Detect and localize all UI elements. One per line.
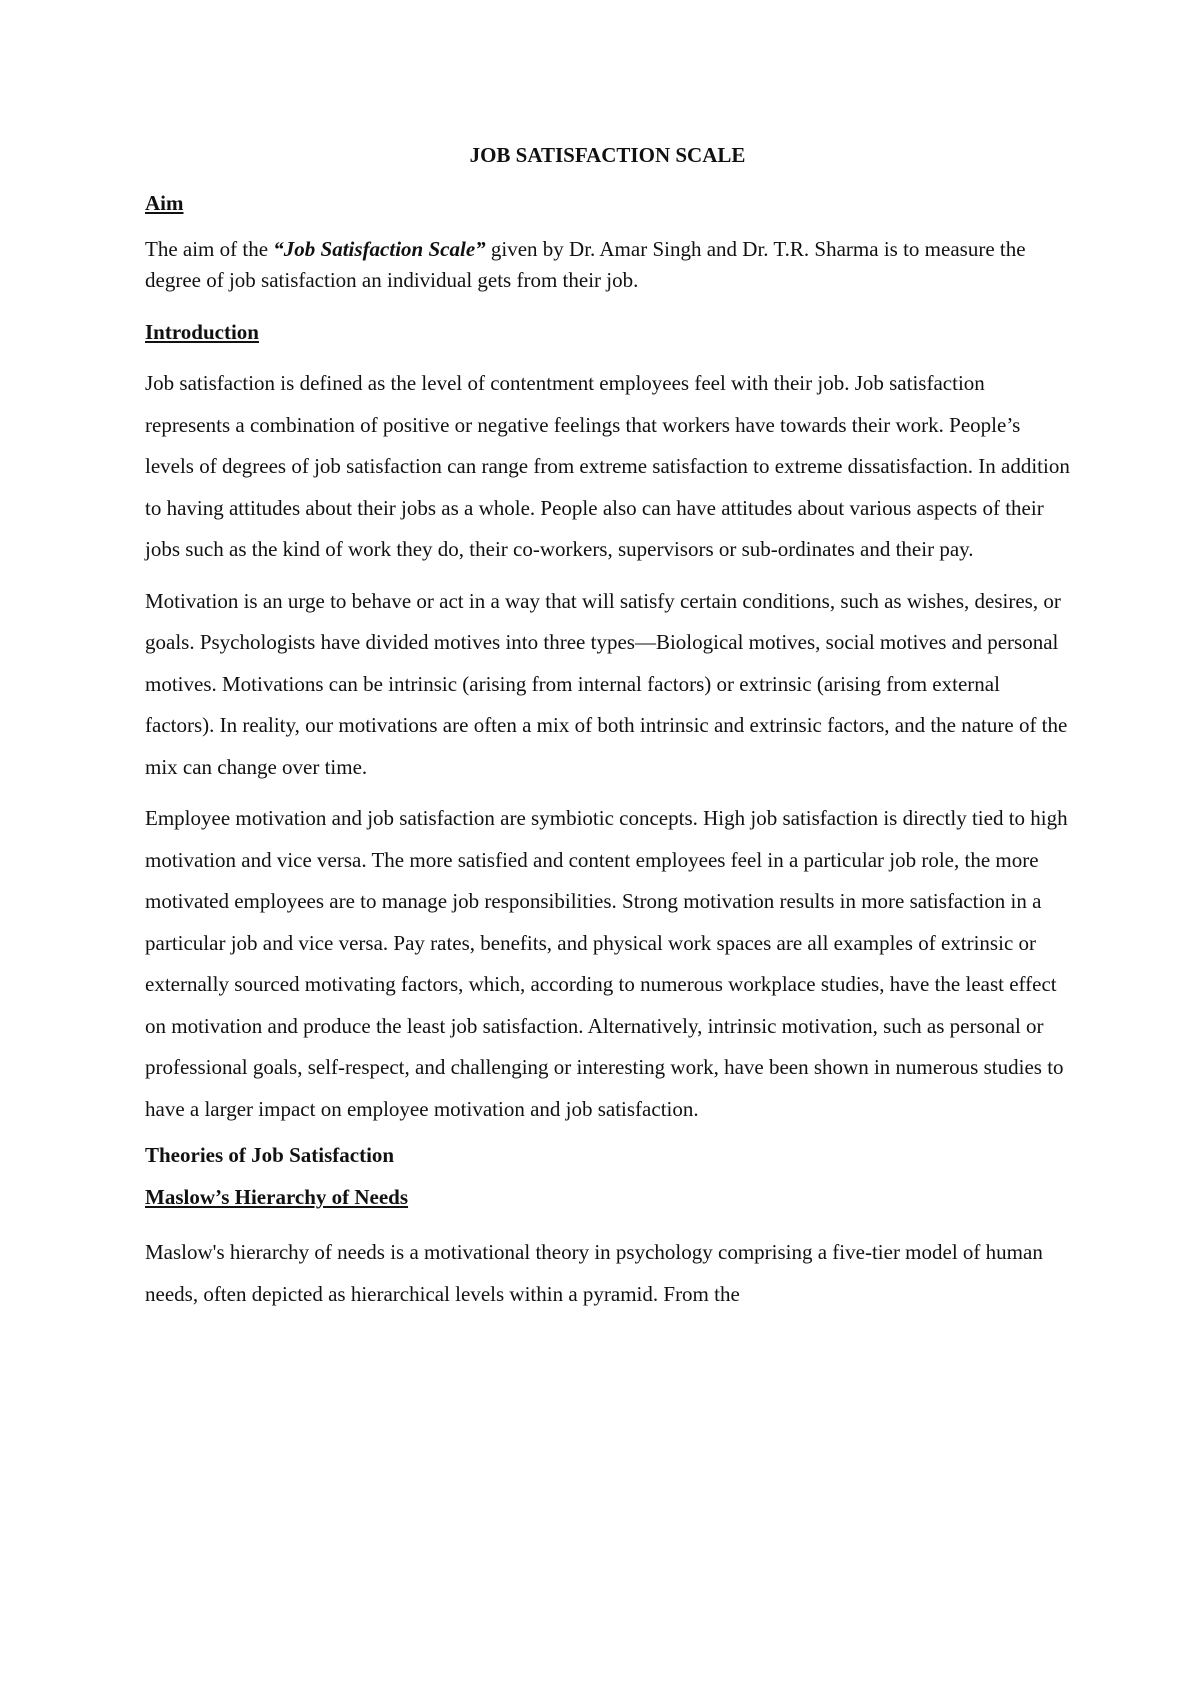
document-page	[145, 140, 1070, 1325]
maslow-paragraph: Maslow's hierarchy of needs is a motivational theory in psychology comprising a five-tier model of human needs, often depicted as hierarchical levels within a pyramid. From the	[145, 1240, 1043, 1306]
intro-paragraph-2: Motivation is an urge to behave or act in a way that will satisfy certain conditions, such as wishes, desires, or goals. Psychologists have divided motives into three types—Biological motives, social motives and personal motives. Motivations can be intrinsic (arising from internal factors) or extrinsic (arising from external factors). In reality, our motivations are often a mix of both intrinsic and extrinsic factors, and the nature of the mix can change over time.	[145, 588, 1068, 779]
intro-paragraph-1: Job satisfaction is defined as the level of contentment employees feel with their job. Job satisfaction represents a combination of positive or negative feelings that workers have towards their work. People’s levels of degrees of job satisfaction can range from extreme satisfaction to extreme dissatisfaction. In addition to having attitudes about their jobs as a whole. People also can have attitudes about various aspects of their jobs such as the kind of work they do, their co-workers, supervisors or sub-ordinates and their pay.	[145, 371, 1070, 561]
aim-text-after: given by Dr. Amar Singh and Dr. T.R. Sharma is to measure the degree of job satisfaction an individual gets from their job.	[145, 237, 1026, 292]
maslow-heading: Maslow’s Hierarchy of Needs	[145, 1185, 409, 1209]
aim-scale-name: “Job Satisfaction Scale”	[273, 237, 486, 261]
aim-paragraph	[145, 234, 1070, 296]
document-title: JOB SATISFACTION SCALE	[469, 143, 746, 167]
introduction-heading: Introduction	[145, 320, 259, 344]
aim-heading: Aim	[145, 191, 184, 215]
intro-paragraph-3: Employee motivation and job satisfaction are symbiotic concepts. High job satisfaction is directly tied to high motivation and vice versa. The more satisfied and content employees feel in a particular job role, the more motivated employees are to manage job responsibilities. Strong motivation results in more satisfaction in a particular job and vice versa. Pay rates, benefits, and physical work spaces are all examples of extrinsic or externally sourced motivating factors, which, according to numerous workplace studies, have the least effect on motivation and produce the least job satisfaction. Alternatively, intrinsic motivation, such as personal or professional goals, self-respect, and challenging or interesting work, have been shown in numerous studies to have a larger impact on employee motivation and job satisfaction.	[145, 806, 1068, 1121]
aim-text-before: The aim of the	[145, 237, 274, 261]
theories-heading: Theories of Job Satisfaction	[145, 1143, 395, 1167]
